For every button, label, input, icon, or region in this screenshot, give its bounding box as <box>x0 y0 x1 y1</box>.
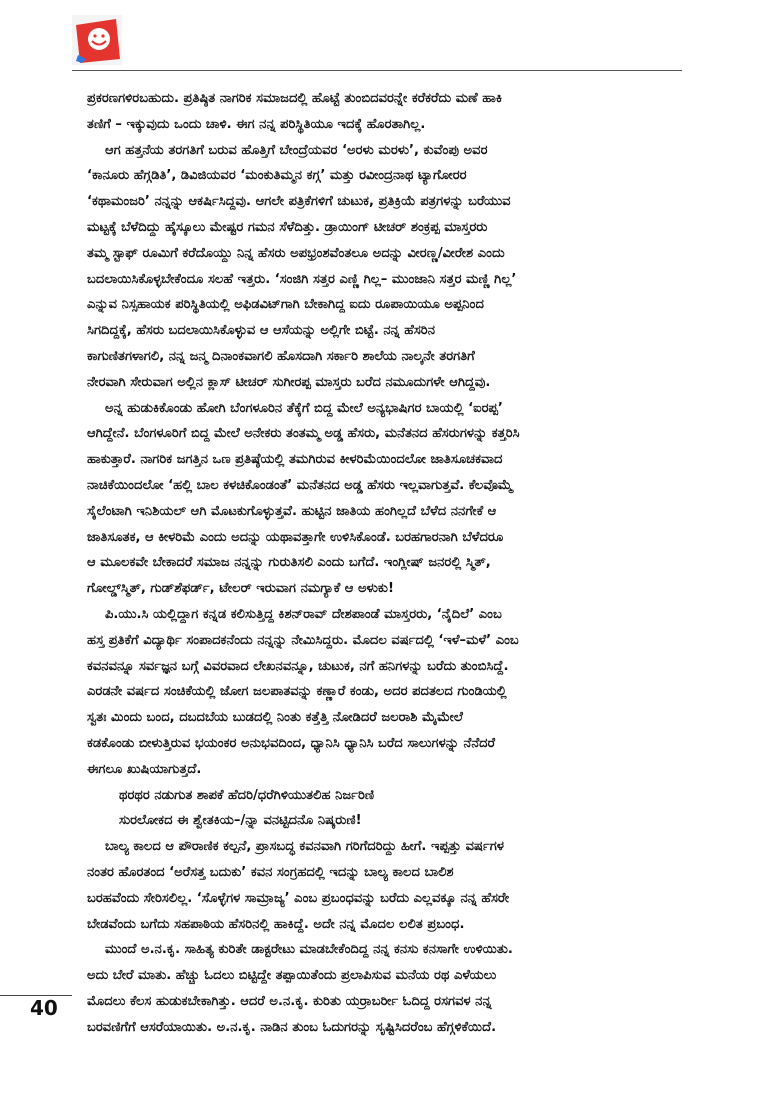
poem-stanza <box>87 783 687 835</box>
text-line: ನಂತರ ಹೊರತಂದ ‘ಅರೆಸತ್ತ ಬದುಕು’ ಕವನ ಸಂಗ್ರಹದಲ್ಲಿ ಇದನ್ನು ಬಾಲ್ಯ ಕಾಲದ ಬಾಲಿಶ <box>87 864 454 880</box>
poem-line: ಸುರಲೋಕದ ಈ ಶ್ವೇತಕಿಯ–/ನ್ನಾ ವನಟ್ಟಿದನೊ ನಿಷ್ಕರುಣಿ! <box>119 813 362 829</box>
text-line: ಹಸ್ತ ಪ್ರತಿಕೆಗೆ ವಿದ್ಯಾರ್ಥಿ ಸಂಪಾದಕನೆಂದು ನನ್ನನ್ನು ನೇಮಿಸಿದ್ದರು. ಮೊದಲ ವರ್ಷದಲ್ಲಿ ‘ಇಳೆ–ಮಳೆ’ ಎಂಬ <box>87 632 519 648</box>
text-line: ಜಾತಿಸೂತಕ, ಆ ಕೀಳರಿಮೆ ಎಂದು ಅದನ್ನು ಯಥಾವತ್ತಾಗೇ ಉಳಿಸಿಕೊಂಡೆ. ಬರಹಗಾರನಾಗಿ ಬೆಳೆದರೂ <box>87 529 504 545</box>
text-line: ಎನ್ನುವ ನಿಸ್ಸಹಾಯಕ ಪರಿಸ್ಥಿತಿಯಲ್ಲಿ ಅಫಿಡವಿಟ್‌ಗಾಗಿ ಬೇಕಾಗಿದ್ದ ಐದು ರೂಪಾಯಿಯೂ ಅಪ್ಪನಿಂದ <box>87 297 484 313</box>
text-line: ತಮ್ಮ ಸ್ಟಾಫ್ ರೂಮಿಗೆ ಕರೆದೊಯ್ದು ನಿನ್ನ ಹೆಸರು ಅಪಭ್ರಂಶವೆಂತಲೂ ಅದನ್ನು ವೀರಣ್ಣ/ವೀರೇಶ ಎಂದು <box>87 245 505 261</box>
text-line: ಕಾಗುಣಿತಗಳಾಗಲಿ, ನನ್ನ ಜನ್ಮ ದಿನಾಂಕವಾಗಲಿ ಹೊಸದಾಗಿ ಸರ್ಕಾರಿ ಶಾಲೆಯ ನಾಲ್ಕನೇ ತರಗತಿಗೆ <box>87 348 475 364</box>
text-line: ಆಗ ಹತ್ತನೆಯ ತರಗತಿಗೆ ಬರುವ ಹೊತ್ತಿಗೆ ಬೇಂದ್ರೆಯವರ ‘ಅರಳು ಮರಳು’, ಕುವೆಂಪು ಅವರ <box>105 142 488 158</box>
text-line: ಈಗಲೂ ಖುಷಿಯಾಗುತ್ತದೆ. <box>87 761 202 777</box>
article-body <box>87 86 687 1040</box>
text-line: ಸಿಗದಿದ್ದಕ್ಕೆ, ಹೆಸರು ಬದಲಾಯಿಸಿಕೊಳ್ಳುವ ಆ ಆಸೆಯನ್ನು ಅಲ್ಲಿಗೇ ಬಿಟ್ಟೆ. ನನ್ನ ಹೆಸರಿನ <box>87 323 435 339</box>
paragraph-2 <box>87 138 687 396</box>
text-line: ಕವನವನ್ನೂ ಸರ್ವಜ್ಞನ ಬಗ್ಗೆ ವಿವರವಾದ ಲೇಖನವನ್ನೂ, ಚುಟುಕ, ನಗೆ ಹನಿಗಳನ್ನು ಬರೆದು ತುಂಬಿಸಿದ್ದೆ. <box>87 658 509 674</box>
text-line: ನೇರವಾಗಿ ಸೇರುವಾಗ ಅಲ್ಲಿನ ಕ್ಲಾಸ್ ಟೀಚರ್ ಸುಗೀರಪ್ಪ ಮಾಸ್ತರು ಬರೆದ ನಮೂದುಗಳೇ ಆಗಿದ್ದವು. <box>87 374 491 390</box>
text-line: ಮಟ್ಟಕ್ಕೆ ಬೆಳೆದಿದ್ದು ಹೈಸ್ಕೂಲು ಮೇಷ್ಟರ ಗಮನ ಸೆಳೆದಿತ್ತು. ಡ್ರಾಯಿಂಗ್ ಟೀಚರ್ ಶಂಕ್ರಪ್ಪ ಮಾಸ್ತರರು <box>87 219 488 235</box>
poem-line: ಥರಥರ ನಡುಗುತ ಶಾಪಕೆ ಹೆದರಿ/ಧರೆಗಿಳಿಯುತಲಿಹ ನಿರ್ಜರಿಣಿ <box>119 787 375 803</box>
text-line: ಅನ್ನ ಹುಡುಕಿಕೊಂಡು ಹೋಗಿ ಬೆಂಗಳೂರಿನ ತೆಕ್ಕೆಗೆ ಬಿದ್ದ ಮೇಲೆ ಅನ್ಯಭಾಷಿಗರ ಬಾಯಲ್ಲಿ ‘ಐರಪ್ಪ’ <box>105 400 503 416</box>
page-number: 40 <box>30 996 58 1020</box>
text-line: ಎರಡನೇ ವರ್ಷದ ಸಂಚಿಕೆಯಲ್ಲಿ ಜೋಗ ಜಲಪಾತವನ್ನು ಕಣ್ಣಾರೆ ಕಂಡು, ಅದರ ಪದತಲದ ಗುಂಡಿಯಲ್ಲಿ <box>87 684 507 700</box>
text-line: ಮುಂದೆ ಅ.ನ.ಕೃ. ಸಾಹಿತ್ಯ ಕುರಿತೇ ಡಾಕ್ಟರೇಟು ಮಾಡಬೇಕೆಂದಿದ್ದ ನನ್ನ ಕನಸು ಕನಸಾಗೇ ಉಳಿಯಿತು. <box>105 942 513 958</box>
text-line: ಆ ಮೂಲಕವೇ ಬೇಕಾದರೆ ಸಮಾಜ ನನ್ನನ್ನು ಗುರುತಿಸಲಿ ಎಂದು ಬಗೆದೆ. ಇಂಗ್ಲೀಷ್ ಜನರಲ್ಲಿ ಸ್ಮಿತ್, <box>87 555 491 571</box>
text-line: ಅದು ಬೇರೆ ಮಾತು. ಹೆಚ್ಚು ಓದಲು ಬಿಟ್ಟಿದ್ದೇ ತಪ್ಪಾಯಿತೆಂದು ಪ್ರಲಾಪಿಸುವ ಮನೆಯ ರಥ ಎಳೆಯಲು <box>87 968 497 984</box>
text-line: ‘ಕಥಾಮಂಜರಿ’ ನನ್ನನ್ನು ಆಕರ್ಷಿಸಿದ್ದವು. ಆಗಲೇ ಪತ್ರಿಕೆಗಳಿಗೆ ಚುಟುಕ, ಪ್ರತಿಕ್ರಿಯೆ ಪತ್ರಗಳನ್ನು ಬರೆಯುವ <box>87 194 511 210</box>
text-line: ನಾಚಿಕೆಯಿಂದಲೋ ‘ಹಲ್ಲಿ ಬಾಲ ಕಳಚಿಕೊಂಡಂತೆ’ ಮನೆತನದ ಅಡ್ಡ ಹೆಸರು ಇಲ್ಲವಾಗುತ್ತವೆ. ಕೆಲವೊಮ್ಮೆ <box>87 477 513 493</box>
text-line: ‘ಕಾನೂರು ಹೆಗ್ಗಡಿತಿ’, ಡಿವಿಜಿಯವರ ‘ಮಂಕುತಿಮ್ಮನ ಕಗ್ಗ’ ಮತ್ತು ರವೀಂದ್ರನಾಥ ಟ್ಯಾಗೋರರ <box>87 168 467 184</box>
text-line: ಬಾಲ್ಯ ಕಾಲದ ಆ ಪೌರಾಣಿಕ ಕಲ್ಪನೆ, ಪ್ರಾಸಬದ್ಧ ಕವನವಾಗಿ ಗರಿಗೆದರಿದ್ದು ಹೀಗೆ. ಇಪ್ಪತ್ತು ವರ್ಷಗಳ <box>105 839 504 855</box>
text-line: ಪ್ರಕರಣಗಳಿರಬಹುದು. ಪ್ರತಿಷ್ಠಿತ ನಾಗರಿಕ ಸಮಾಜದಲ್ಲಿ ಹೊಟ್ಟೆ ತುಂಬಿದವರನ್ನೇ ಕರೆಕರೆದು ಮಣೆ ಹಾಕಿ <box>87 91 503 106</box>
text-line: ಆಗಿದ್ದೇನೆ. ಬೆಂಗಳೂರಿಗೆ ಬಿದ್ದ ಮೇಲೆ ಅನೇಕರು ತಂತಮ್ಮ ಅಡ್ಡ ಹೆಸರು, ಮನೆತನದ ಹೆಸರುಗಳನ್ನು ಕತ್ತರಿಸಿ <box>87 426 520 442</box>
text-line: ಗೋಲ್ಡ್‌ಸ್ಮಿತ್, ಗುಡ್‌ಶೆಫರ್ಡ್, ಟೇಲರ್ ಇರುವಾಗ ನಮಗ್ಯಾಕೆ ಆ ಅಳುಕು! <box>87 581 394 597</box>
text-line: ಕಡಕೊಂಡು ಬೀಳುತ್ತಿರುವ ಭಯಂಕರ ಅನುಭವದಿಂದ, ಧ್ಯಾನಿಸಿ ಧ್ಯಾನಿಸಿ ಬರೆದ ಸಾಲುಗಳನ್ನು ನೆನೆದರೆ <box>87 735 496 751</box>
text-line: ಸ್ವತಃ ಮಿಂದು ಬಂದ, ದಬದಬೆಯ ಬುಡದಲ್ಲಿ ನಿಂತು ಕತ್ತೆತ್ತಿ ನೋಡಿದರೆ ಜಲರಾಶಿ ಮೈಮೇಲೆ <box>87 710 463 726</box>
text-line: ಬೇಡವೆಂದು ಬಗೆದು ಸಹಪಾಠಿಯ ಹೆಸರಿನಲ್ಲಿ ಹಾಕಿದ್ದೆ. ಅದೇ ನನ್ನ ಮೊದಲ ಲಲಿತ ಪ್ರಬಂಧ. <box>87 916 465 932</box>
text-line: ಬದಲಾಯಿಸಿಕೊಳ್ಳಬೇಕೆಂದೂ ಸಲಹೆ ಇತ್ತರು. ‘ಸಂಜಿಗಿ ಸತ್ತರ ಎಣ್ಣಿ ಗಿಲ್ಲ– ಮುಂಜಾನಿ ಸತ್ತರ ಮಣ್ಣಿ ಗಿಲ್ಲ’ <box>87 271 517 287</box>
paragraph-6 <box>87 937 687 1040</box>
text-line: ಸೈಲೆಂಟಾಗಿ ಇನಿಶಿಯಲ್ ಆಗಿ ಮೊಟಕುಗೊಳ್ಳುತ್ತವೆ. ಹುಟ್ಟಿನ ಜಾತಿಯ ಹಂಗಿಲ್ಲದೆ ಬೆಳೆದ ನನಗೇಕೆ ಆ <box>87 503 497 519</box>
text-line: ಮೊದಲು ಕೆಲಸ ಹುಡುಕಬೇಕಾಗಿತ್ತು. ಆದರೆ ಅ.ನ.ಕೃ. ಕುರಿತು ಯರ್ರಾಬರ್ರೀ ಓದಿದ್ದ ರಸಗವಳ ನನ್ನ <box>87 993 492 1009</box>
paragraph-5 <box>87 834 687 937</box>
text-line: ಪಿ.ಯು.ಸಿ ಯಲ್ಲಿದ್ದಾಗ ಕನ್ನಡ ಕಲಿಸುತ್ತಿದ್ದ ಕಿಶನ್‌ರಾವ್ ದೇಶಪಾಂಡೆ ಮಾಸ್ತರರು, ‘ನೈದಿಲೆ’ ಎಂಬ <box>105 606 502 622</box>
smiley-face-logo-icon <box>72 15 122 65</box>
text-line: ತಣಿಗೆ – ಇಕ್ಕುವುದು ಒಂದು ಚಾಳಿ. ಈಗ ನನ್ನ ಪರಿಸ್ಥಿತಿಯೂ ಇದಕ್ಕೆ ಹೊರತಾಗಿಲ್ಲ. <box>87 116 426 132</box>
paragraph-1 <box>87 86 687 138</box>
paragraph-4 <box>87 602 687 783</box>
text-line: ಬರವಣಿಗೆಗೆ ಆಸರೆಯಾಯಿತು. ಅ.ನ.ಕೃ. ನಾಡಿನ ತುಂಬ ಓದುಗರನ್ನು ಸೃಷ್ಟಿಸಿದರೆಂಬ ಹೆಗ್ಗಳಿಕೆಯಿದೆ. <box>87 1019 497 1035</box>
header-rule <box>72 70 682 71</box>
paragraph-3 <box>87 396 687 602</box>
text-line: ಹಾಕುತ್ತಾರೆ. ನಾಗರಿಕ ಜಗತ್ತಿನ ಒಣ ಪ್ರತಿಷ್ಠೆಯಲ್ಲಿ ತಮಗಿರುವ ಕೀಳರಿಮೆಯಿಂದಲೋ ಜಾತಿಸೂಚಕವಾದ <box>87 452 503 468</box>
text-line: ಬರಹವೆಂದು ಸೇರಿಸಲಿಲ್ಲ. ‘ಸೊಳ್ಳೆಗಳ ಸಾಮ್ರಾಜ್ಯ’ ಎಂಬ ಪ್ರಬಂಧವನ್ನು ಬರೆದು ಎಲ್ಲವಕ್ಕೂ ನನ್ನ ಹೆಸರೇ <box>87 890 510 906</box>
